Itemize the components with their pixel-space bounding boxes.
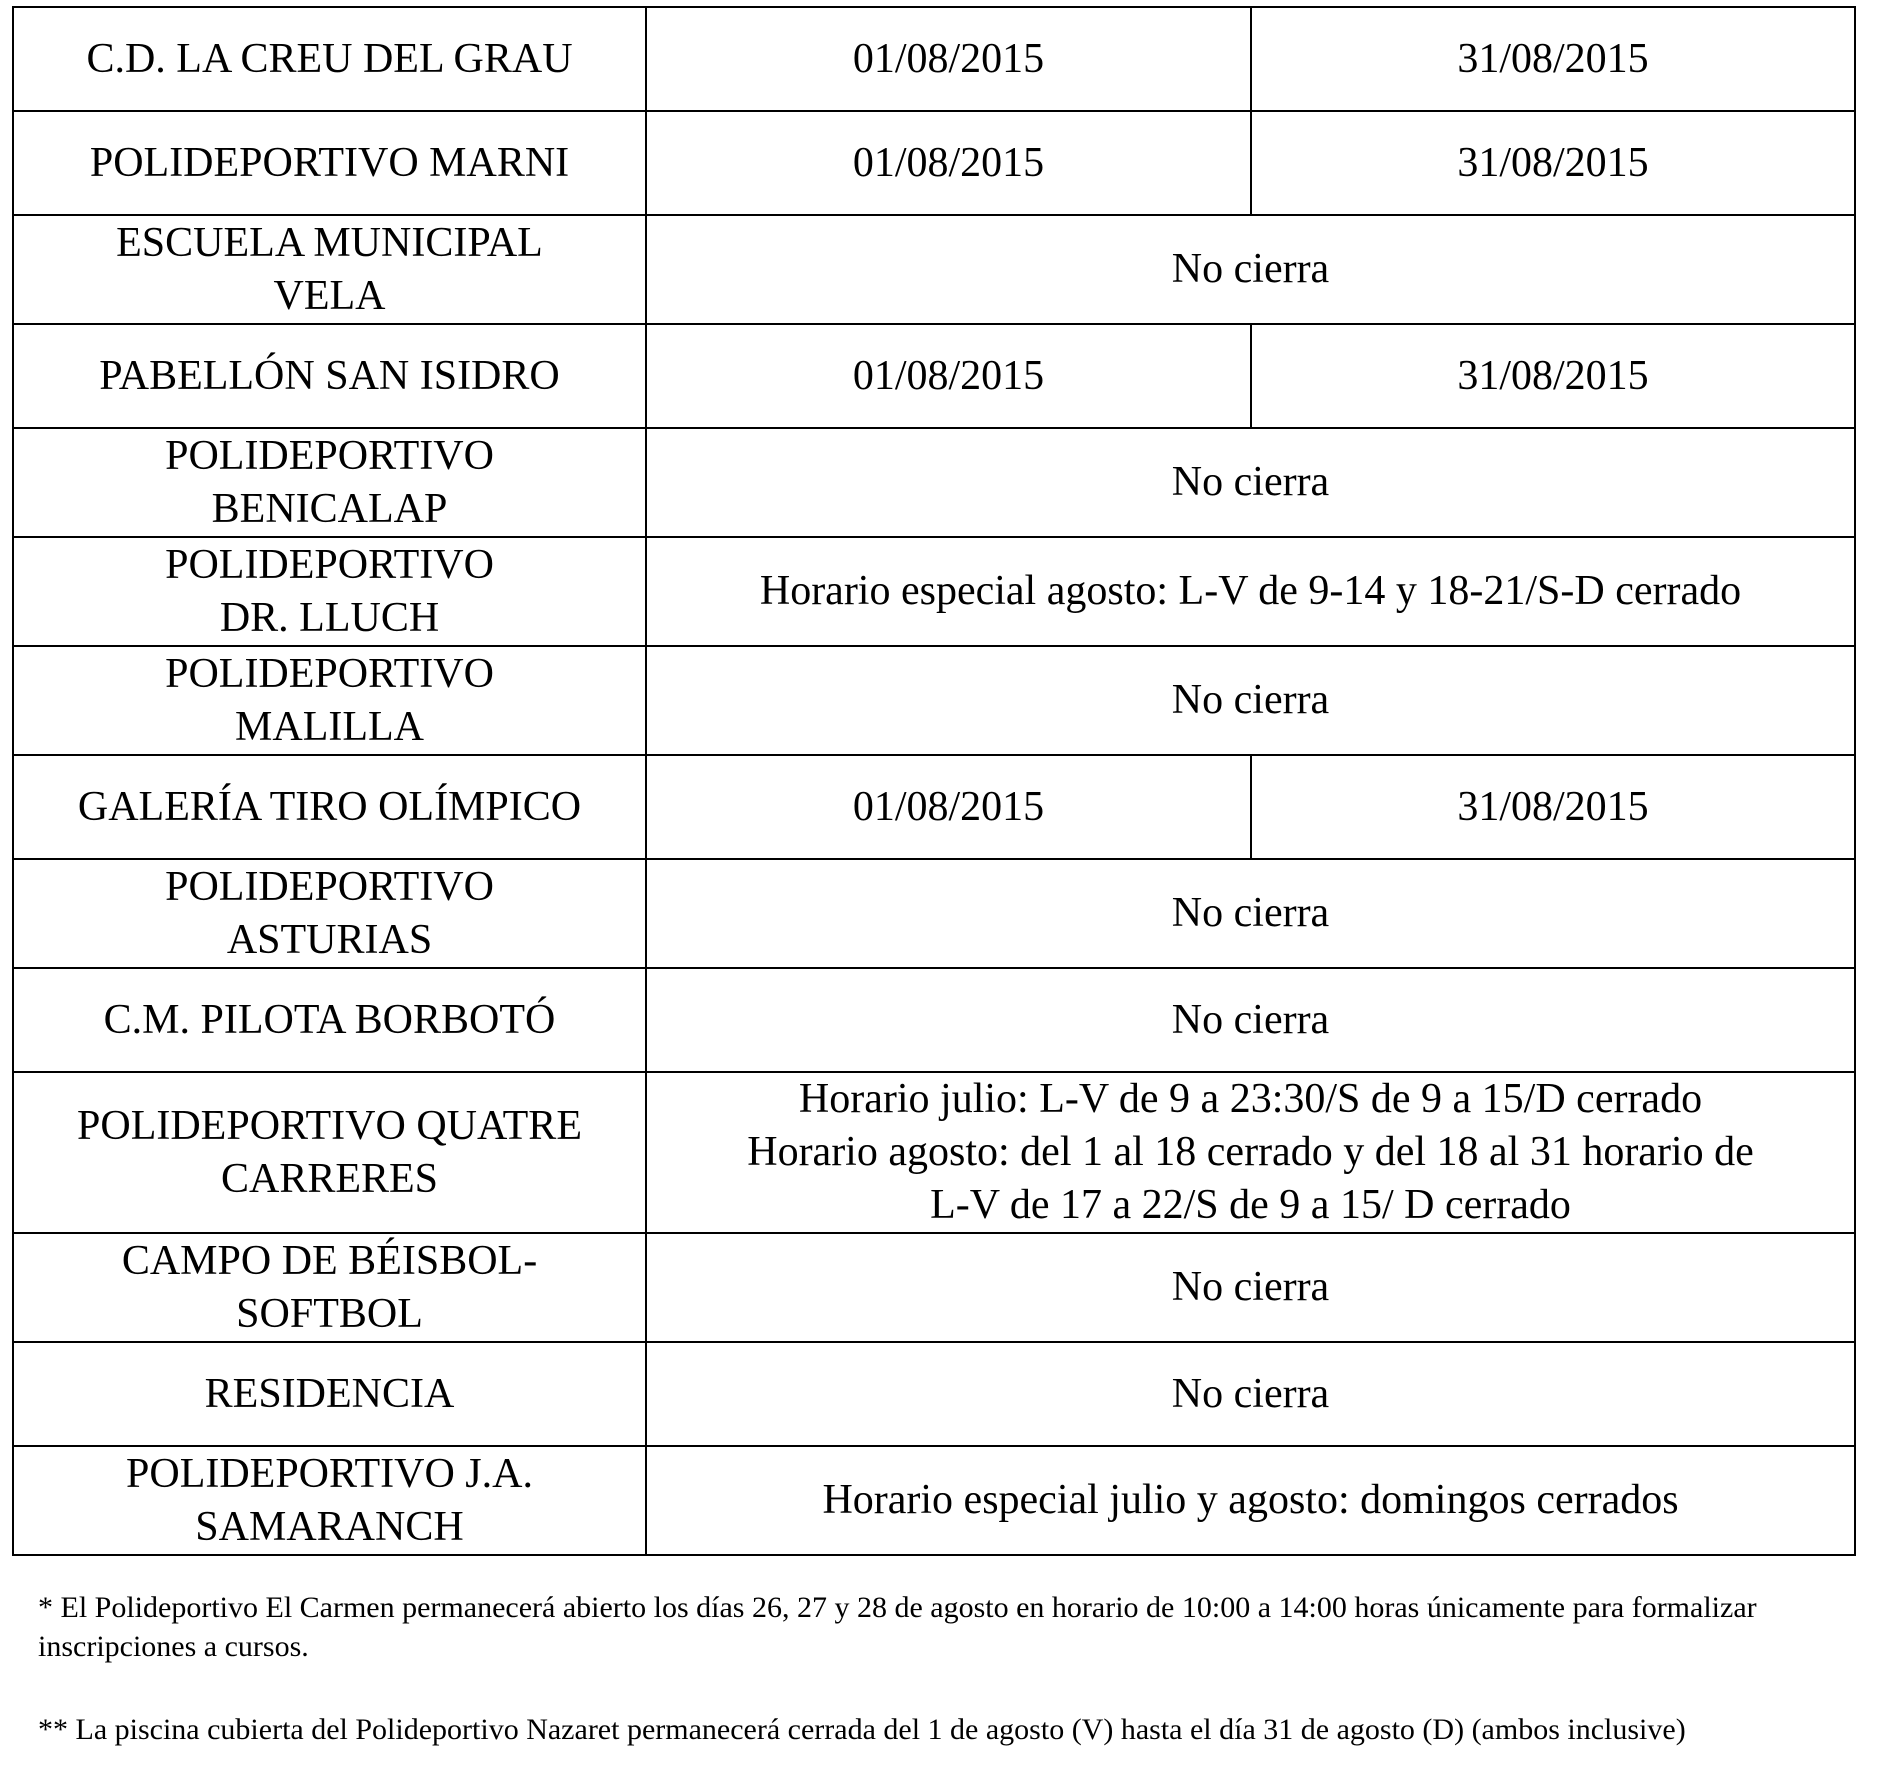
closure-schedule-table <box>12 6 1856 1556</box>
facility-name: POLIDEPORTIVO QUATRE CARRERES <box>13 1072 646 1233</box>
facility-name: POLIDEPORTIVO MARNI <box>13 111 646 215</box>
facility-name: C.D. LA CREU DEL GRAU <box>13 7 646 111</box>
table-row <box>13 968 1855 1072</box>
closure-status: Horario especial julio y agosto: domingos cerrados <box>646 1446 1855 1555</box>
facility-name: GALERÍA TIRO OLÍMPICO <box>13 755 646 859</box>
table-row <box>13 1072 1855 1233</box>
closure-status: No cierra <box>646 428 1855 537</box>
closure-end-date: 31/08/2015 <box>1251 755 1855 859</box>
facility-name: RESIDENCIA <box>13 1342 646 1446</box>
closure-status: No cierra <box>646 968 1855 1072</box>
closure-start-date: 01/08/2015 <box>646 111 1251 215</box>
closure-start-date: 01/08/2015 <box>646 324 1251 428</box>
closure-status: Horario especial agosto: L-V de 9-14 y 18-21/S-D cerrado <box>646 537 1855 646</box>
facility-name: POLIDEPORTIVO ASTURIAS <box>13 859 646 968</box>
closure-start-date: 01/08/2015 <box>646 7 1251 111</box>
closure-status: No cierra <box>646 1233 1855 1342</box>
table-row <box>13 755 1855 859</box>
closure-end-date: 31/08/2015 <box>1251 324 1855 428</box>
closure-status: No cierra <box>646 1342 1855 1446</box>
closure-status: No cierra <box>646 859 1855 968</box>
facility-name: POLIDEPORTIVO J.A. SAMARANCH <box>13 1446 646 1555</box>
facility-name: ESCUELA MUNICIPAL VELA <box>13 215 646 324</box>
facility-name: POLIDEPORTIVO MALILLA <box>13 646 646 755</box>
table-row <box>13 1233 1855 1342</box>
closure-status: Horario julio: L-V de 9 a 23:30/S de 9 a 15/D cerrado Horario agosto: del 1 al 18 cerrado y del 18 al 31 horario de L-V de 17 a 22/S de 9 a 15/ D cerrado <box>646 1072 1855 1233</box>
footnote-el-carmen: * El Polideportivo El Carmen permanecerá abierto los días 26, 27 y 28 de agosto en horario de 10:00 a 14:00 horas únicamente para formalizar inscripciones a cursos. <box>38 1591 1757 1663</box>
closure-start-date: 01/08/2015 <box>646 755 1251 859</box>
facility-name: POLIDEPORTIVO BENICALAP <box>13 428 646 537</box>
closure-status: No cierra <box>646 646 1855 755</box>
table-row <box>13 859 1855 968</box>
table-row <box>13 537 1855 646</box>
closure-end-date: 31/08/2015 <box>1251 7 1855 111</box>
footnote-nazaret-pool: ** La piscina cubierta del Polideportivo Nazaret permanecerá cerrada del 1 de agosto (V) hasta el día 31 de agosto (D) (ambos inclusive) <box>38 1713 1686 1746</box>
table-row <box>13 7 1855 111</box>
facility-name: C.M. PILOTA BORBOTÓ <box>13 968 646 1072</box>
table-row <box>13 215 1855 324</box>
facility-name: CAMPO DE BÉISBOL- SOFTBOL <box>13 1233 646 1342</box>
facility-name: POLIDEPORTIVO DR. LLUCH <box>13 537 646 646</box>
table-row <box>13 1342 1855 1446</box>
closure-status: No cierra <box>646 215 1855 324</box>
table-row <box>13 111 1855 215</box>
closure-end-date: 31/08/2015 <box>1251 111 1855 215</box>
table-row <box>13 428 1855 537</box>
table-row <box>13 1446 1855 1555</box>
facility-name: PABELLÓN SAN ISIDRO <box>13 324 646 428</box>
table-row <box>13 324 1855 428</box>
table-row <box>13 646 1855 755</box>
